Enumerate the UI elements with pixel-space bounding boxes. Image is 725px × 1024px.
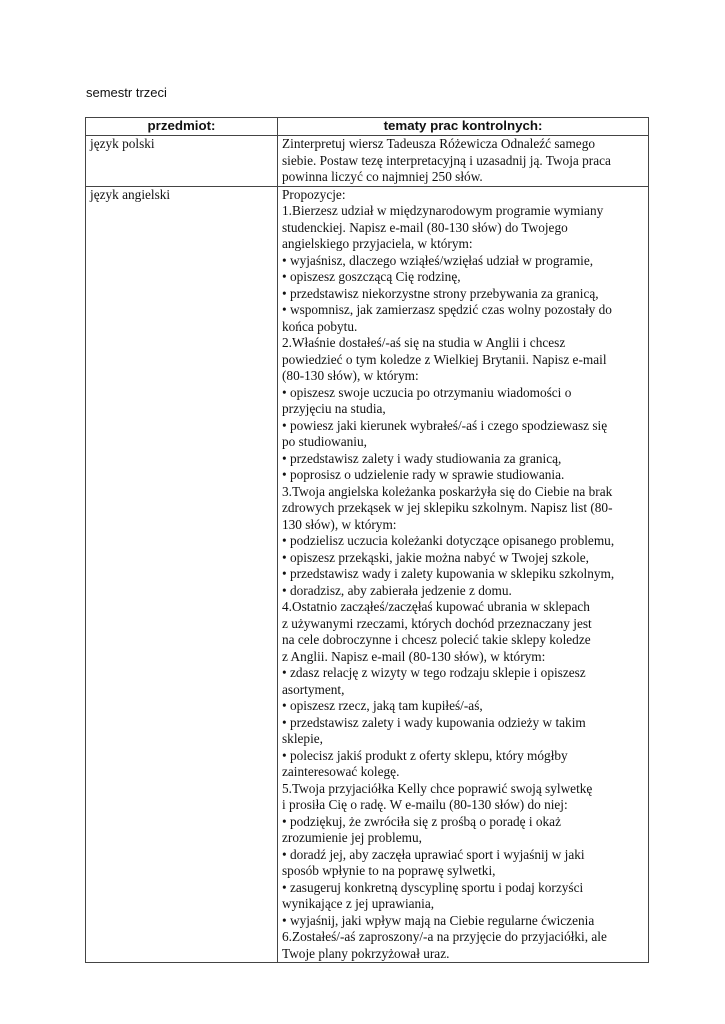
topic-line: • podzielisz uczucia koleżanki dotyczące opisanego problemu, bbox=[282, 533, 615, 548]
topic-line: Twoje plany pokrzyżował uraz. bbox=[282, 945, 450, 961]
topic-line: sposób wpłynie to na poprawę sylwetki, bbox=[282, 863, 496, 878]
header-subject: przedmiot: bbox=[86, 118, 278, 136]
topic-line: Zinterpretuj wiersz Tadeusza Różewicza Odnaleźć samego bbox=[282, 136, 596, 151]
topic-line: na cele dobroczynne i chcesz polecić takie sklepy koledze bbox=[282, 632, 591, 647]
topic-line: • wyjaśnisz, dlaczego wziąłeś/wzięłaś udział w programie, bbox=[282, 252, 594, 268]
subject-cell: język polski bbox=[86, 136, 278, 187]
topic-line: studenckiej. Napisz e-mail (80-130 słów) do Twojego bbox=[282, 219, 568, 235]
topic-line: 4.Ostatnio zacząłeś/zaczęłaś kupować ubrania w sklepach bbox=[282, 599, 590, 614]
table-header-row bbox=[86, 118, 649, 136]
topic-line: • przedstawisz niekorzystne strony przebywania za granicą, bbox=[282, 285, 599, 301]
topic-line: angielskiego przyjaciela, w którym: bbox=[282, 236, 473, 251]
topic-line: końca pobytu. bbox=[282, 318, 358, 334]
topic-line: • wspomnisz, jak zamierzasz spędzić czas wolny pozostały do bbox=[282, 302, 612, 317]
semester-heading: semestr trzeci bbox=[86, 85, 167, 100]
topic-line: po studiowaniu, bbox=[282, 434, 367, 449]
topic-line: 130 słów), w którym: bbox=[282, 516, 397, 532]
topic-line: zdrowych przekąsek w jej sklepiku szkolnym. Napisz list (80- bbox=[282, 500, 613, 515]
header-topics: tematy prac kontrolnych: bbox=[278, 118, 649, 136]
topic-line: siebie. Postaw tezę interpretacyjną i uzasadnij ją. Twoja praca bbox=[282, 152, 611, 168]
topic-line: • wyjaśnij, jaki wpływ mają na Ciebie regularne ćwiczenia bbox=[282, 912, 595, 928]
topic-line: • opiszesz rzecz, jaką tam kupiłeś/-aś, bbox=[282, 698, 483, 713]
topic-line: przyjęciu na studia, bbox=[282, 401, 386, 416]
topic-line: z Anglii. Napisz e-mail (80-130 słów), w którym: bbox=[282, 648, 546, 664]
topic-line: Propozycje: bbox=[282, 186, 346, 202]
topic-line: asortyment, bbox=[282, 681, 345, 697]
topic-line: zainteresować kolegę. bbox=[282, 764, 400, 779]
topic-line: • przedstawisz zalety i wady kupowania odzieży w takim bbox=[282, 714, 586, 730]
topic-line: sklepie, bbox=[282, 731, 323, 746]
table-row bbox=[86, 186, 649, 963]
topic-line: (80-130 słów), w którym: bbox=[282, 368, 419, 383]
topic-line: 2.Właśnie dostałeś/-aś się na studia w Anglii i chcesz bbox=[282, 335, 566, 350]
topic-line: z używanymi rzeczami, których dochód przeznaczany jest bbox=[282, 615, 592, 631]
topic-line: • zasugeruj konkretną dyscyplinę sportu i podaj korzyści bbox=[282, 879, 584, 895]
topic-line: powinna liczyć co najmniej 250 słów. bbox=[282, 169, 483, 184]
assignments-table bbox=[85, 117, 649, 963]
topic-line: • opiszesz swoje uczucia po otrzymaniu wiadomości o bbox=[282, 384, 572, 400]
topic-line: i prosiła Cię o radę. W e-mailu (80-130 słów) do niej: bbox=[282, 797, 568, 812]
topic-line: powiedzieć o tym koledze z Wielkiej Brytanii. Napisz e-mail bbox=[282, 351, 607, 367]
topic-line: • doradzisz, aby zabierała jedzenie z domu. bbox=[282, 582, 512, 598]
subject-cell: język angielski bbox=[86, 186, 278, 963]
table-row bbox=[86, 136, 649, 187]
topic-line: • podziękuj, że zwróciła się z prośbą o poradę i okaż bbox=[282, 813, 561, 829]
topic-line: 3.Twoja angielska koleżanka poskarżyła się do Ciebie na brak bbox=[282, 483, 613, 499]
topic-line: • polecisz jakiś produkt z oferty sklepu, który mógłby bbox=[282, 747, 568, 763]
topic-line: • opiszesz goszczącą Cię rodzinę, bbox=[282, 269, 461, 284]
topic-line: • powiesz jaki kierunek wybrałeś/-aś i czego spodziewasz się bbox=[282, 417, 608, 433]
topics-cell bbox=[278, 136, 649, 187]
topic-line: • doradź jej, aby zaczęła uprawiać sport i wyjaśnij w jaki bbox=[282, 846, 585, 862]
topic-line: zrozumienie jej problemu, bbox=[282, 830, 422, 845]
topics-cell bbox=[278, 186, 649, 963]
topic-line: 6.Zostałeś/-aś zaproszony/-a na przyjęcie do przyjaciółki, ale bbox=[282, 929, 607, 944]
topic-line: • zdasz relację z wizyty w tego rodzaju sklepie i opiszesz bbox=[282, 665, 586, 680]
topic-line: • opiszesz przekąski, jakie można nabyć w Twojej szkole, bbox=[282, 549, 589, 565]
topic-line: 5.Twoja przyjaciółka Kelly chce poprawić swoją sylwetkę bbox=[282, 780, 593, 796]
topic-line: • przedstawisz wady i zalety kupowania w sklepiku szkolnym, bbox=[282, 566, 615, 581]
topic-line: • przedstawisz zalety i wady studiowania za granicą, bbox=[282, 450, 562, 466]
topic-line: • poprosisz o udzielenie rady w sprawie studiowania. bbox=[282, 467, 565, 482]
topic-line: wynikające z jej uprawiania, bbox=[282, 896, 435, 911]
topic-line: 1.Bierzesz udział w międzynarodowym programie wymiany bbox=[282, 203, 604, 218]
